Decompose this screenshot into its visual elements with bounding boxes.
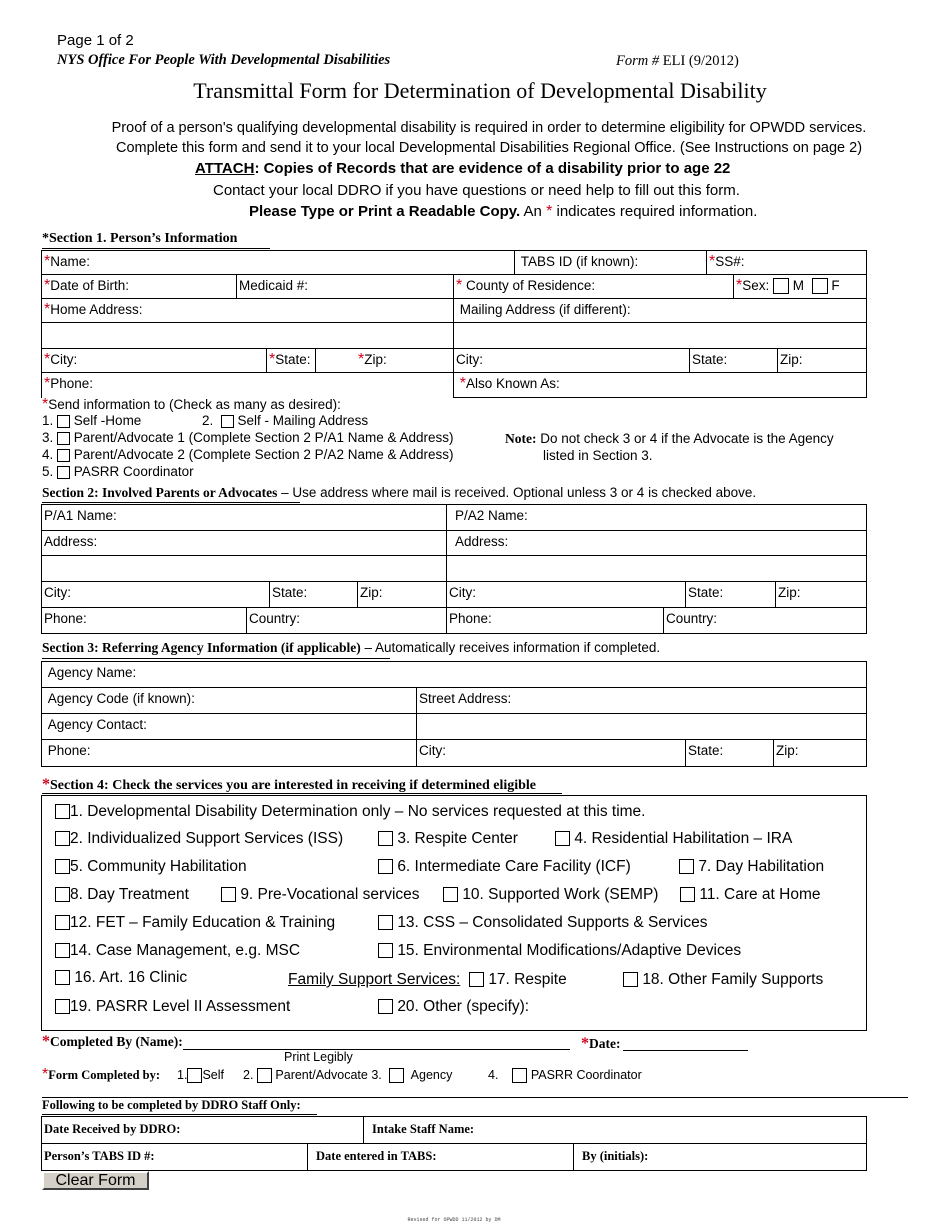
ss-field[interactable]: *SS#: [706,250,867,275]
pa2-address-line2[interactable] [446,555,867,582]
service-15-checkbox[interactable] [378,943,393,958]
an-text: An [523,203,542,220]
agency-contact-field[interactable] [41,713,417,740]
service-17-label: 17. Respite [488,971,567,988]
service-9-label: 9. Pre-Vocational services [240,886,420,903]
home-city-field[interactable]: *City: [41,348,267,373]
pa2-name-field[interactable] [446,504,867,531]
agency-code-field[interactable] [41,687,417,714]
pa1-address-line2[interactable] [41,555,447,582]
pa2-phone-label: Phone: [449,611,492,626]
sex-m-checkbox[interactable] [773,278,789,294]
pa2-city-field[interactable] [446,581,686,608]
intro-line-1: Proof of a person's qualifying developmental disability is required in order to determine eligibility for OPWDD services. [111,120,867,136]
service-9 [221,886,420,904]
pa2-phone-field[interactable] [446,607,664,634]
date-label: *Date: [581,1035,621,1052]
service-18-label: 18. Other Family Supports [642,971,824,988]
home-address-field[interactable]: *Home Address: [41,298,454,323]
service-7-label: 7. Day Habilitation [698,858,825,875]
pa2-address-field[interactable] [446,530,867,556]
completed-by-label: *Completed By (Name): [42,1033,183,1050]
completed-by-input-line[interactable] [183,1049,570,1050]
send-self-mailing-label: Self - Mailing Address [237,413,369,428]
service-19 [55,998,290,1016]
send-option-2: 2. Self - Mailing Address [202,413,369,428]
pa1-city-field[interactable] [41,581,270,608]
print-note-line [249,203,757,221]
intake-staff-label: Intake Staff Name: [372,1122,475,1136]
service-4 [555,830,792,848]
service-4-label: 4. Residential Habilitation – IRA [574,830,793,847]
service-20 [378,998,529,1016]
agency-state-field[interactable] [685,739,774,767]
ss-label: SS#: [715,254,745,269]
service-20-label: 20. Other (specify): [397,998,530,1015]
service-6-label: 6. Intermediate Care Facility (ICF) [397,858,631,875]
completed-parent-checkbox[interactable] [257,1068,272,1083]
service-13-label: 13. CSS – Consolidated Supports & Services [397,914,708,931]
required-star-icon: * [546,203,553,220]
note-label: Note: [505,431,537,446]
service-18-checkbox[interactable] [623,972,638,987]
mailing-address-line2[interactable] [453,322,867,349]
tabs-id-staff-field[interactable] [41,1143,308,1171]
send-info-label: *Send information to (Check as many as desired): [42,396,341,413]
pa2-address-label: Address: [455,534,509,549]
pa2-zip-label: Zip: [778,585,801,600]
aka-label: Also Known As: [466,376,560,391]
agency-state-label: State: [688,743,724,758]
agency-phone-label: Phone: [47,743,91,758]
family-support-label: Family Support Services: [288,971,461,988]
service-11-label: 11. Care at Home [699,886,821,903]
service-12-label: 12. FET – Family Education & Training [70,914,336,931]
note [505,431,834,447]
completed-pasrr-label: PASRR Coordinator [530,1068,642,1082]
home-city-label: City: [50,352,78,367]
phone-label: Phone: [50,376,94,391]
mailing-address-label: Mailing Address (if different): [459,302,631,317]
completed-by-text: Completed By (Name): [50,1034,183,1049]
home-address-label: Home Address: [50,302,143,317]
service-8 [55,886,189,904]
page-number: Page 1 of 2 [57,32,134,49]
pa1-phone-label: Phone: [44,611,87,626]
completed-agency-label: Agency [410,1068,453,1082]
agency-zip-field[interactable] [773,739,867,767]
service-14-label: 14. Case Management, e.g. MSC [70,942,301,959]
pa1-address-label: Address: [44,534,98,549]
agency-zip-label: Zip: [776,743,799,758]
send-option-1: 1. Self -Home [42,413,142,428]
pa2-country-field[interactable] [663,607,867,634]
send-option-4: 4. Parent/Advocate 2 (Complete Section 2 P/A2 Name & Address) [42,447,454,462]
service-17-checkbox[interactable] [469,972,484,987]
service-11 [680,886,821,904]
section2-heading [42,485,756,501]
section3-subtitle: – Automatically receives information if completed. [364,640,661,655]
intake-staff-field[interactable] [363,1116,867,1144]
mailing-state-label: State: [692,352,728,367]
home-state-label: State: [275,352,311,367]
note-text-2: listed in Section 3. [543,448,653,463]
service-15-label: 15. Environmental Modifications/Adaptive Devices [397,942,742,959]
by-initials-label: By (initials): [582,1149,649,1163]
dob-label: Date of Birth: [50,278,130,293]
section3-title: Section 3: Referring Agency Information (if applicable) [42,640,361,655]
service-3-label: 3. Respite Center [397,830,518,847]
send-pa2-label: Parent/Advocate 2 (Complete Section 2 P/A2 Name & Address) [73,447,454,462]
attach-text: : Copies of Records that are evidence of a disability prior to age 22 [254,160,731,177]
agency-name-field[interactable] [41,661,867,688]
send-pasrr-checkbox[interactable] [57,466,70,479]
send-self-home-checkbox[interactable] [57,415,70,428]
send-self-mailing-checkbox[interactable] [221,415,234,428]
agency-code-label: Agency Code (if known): [47,691,195,706]
service-14 [55,942,300,960]
send-pa2-checkbox[interactable] [57,449,70,462]
service-1-checkbox[interactable] [55,804,70,819]
by-initials-field[interactable] [573,1143,867,1171]
service-8-label: 8. Day Treatment [70,886,189,903]
home-address-line2[interactable] [41,322,454,349]
service-13-checkbox[interactable] [378,915,393,930]
service-10-label: 10. Supported Work (SEMP) [462,886,659,903]
service-7-checkbox[interactable] [679,859,694,874]
form-number-label: Form # [616,53,660,69]
date-text: Date: [589,1036,621,1051]
send-option-3: 3. Parent/Advocate 1 (Complete Section 2 P/A1 Name & Address) [42,430,454,445]
print-note: Please Type or Print a Readable Copy. [249,203,521,220]
staff-only-title: Following to be completed by DDRO Staff Only: [42,1098,301,1112]
service-19-checkbox[interactable] [55,999,70,1014]
service-16 [55,969,187,987]
pa1-city-label: City: [44,585,71,600]
pa1-phone-field[interactable] [41,607,247,634]
agency-city-label: City: [419,743,446,758]
pa1-zip-field[interactable] [357,581,447,608]
street-address-label: Street Address: [419,691,512,706]
mailing-zip-label: Zip: [780,352,803,367]
home-zip-label: Zip: [364,352,387,367]
sex-label: Sex: [742,278,770,293]
form-completed-by-row: *Form Completed by: [42,1066,161,1083]
agency-contact-label: Agency Contact: [47,717,147,732]
completed-self-checkbox[interactable] [187,1068,202,1083]
pa2-state-label: State: [688,585,724,600]
service-5-label: 5. Community Habilitation [70,858,247,875]
send-self-home-label: Self -Home [73,413,142,428]
completed-parent-option: 2. Parent/Advocate 3. Agency [243,1068,453,1082]
pa1-address-field[interactable] [41,530,447,556]
pa1-name-field[interactable] [41,504,447,531]
note-text-1: Do not check 3 or 4 if the Advocate is the Agency [540,431,834,446]
mailing-state-field[interactable] [689,348,778,373]
name-field[interactable]: *Name: [41,250,515,275]
date-input-line[interactable] [623,1050,748,1051]
mailing-city-field[interactable] [453,348,690,373]
service-10 [443,886,658,904]
revised-note: Revised for OPWDD 11/2012 by DM [407,1217,501,1223]
section4-title: Section 4: Check the services you are interested in receiving if determined eligible [50,778,537,793]
completed-parent-label: Parent/Advocate [275,1068,368,1082]
medicaid-field[interactable] [236,274,454,299]
print-legibly-label: Print Legibly [284,1050,353,1064]
mailing-city-label: City: [456,352,483,367]
form-number [616,53,739,70]
service-6 [378,858,631,876]
pa1-country-label: Country: [249,611,301,626]
send-pasrr-label: PASRR Coordinator [73,464,194,479]
pa2-state-field[interactable] [685,581,776,608]
service-2-checkbox[interactable] [55,831,70,846]
date-entered-field[interactable] [307,1143,574,1171]
date-received-field[interactable] [41,1116,364,1144]
service-11-checkbox[interactable] [680,887,695,902]
pa1-state-label: State: [272,585,308,600]
pa1-country-field[interactable] [246,607,447,634]
section2-subtitle: – Use address where mail is received. Optional unless 3 or 4 is checked above. [281,485,757,500]
agency-name-label: Agency Name: [47,665,137,680]
service-7 [679,858,824,876]
pa2-zip-field[interactable] [775,581,867,608]
dob-field[interactable]: *Date of Birth: [41,274,237,299]
form-completed-by-label: Form Completed by: [48,1068,161,1082]
service-6-checkbox[interactable] [378,859,393,874]
pa2-name-label: P/A2 Name: [455,508,528,523]
service-3-checkbox[interactable] [378,831,393,846]
section2-title: Section 2: Involved Parents or Advocates [42,485,278,500]
aka-field[interactable]: *Also Known As: [453,372,867,398]
service-5-checkbox[interactable] [55,859,70,874]
send-pa1-label: Parent/Advocate 1 (Complete Section 2 P/A1 Name & Address) [73,430,454,445]
service-2 [55,830,343,848]
service-17 [469,971,567,989]
send-option-5: 5. PASRR Coordinator [42,464,194,479]
sex-f-label: F [831,278,840,293]
date-received-label: Date Received by DDRO: [44,1122,181,1136]
completed-pasrr-option: 4. PASRR Coordinator [488,1068,642,1082]
service-3 [378,830,518,848]
service-18 [623,971,823,989]
form-number-id: ELI (9/2012) [662,53,739,69]
service-12-checkbox[interactable] [55,915,70,930]
medicaid-label: Medicaid #: [239,278,309,293]
street-address-line2[interactable] [416,713,867,740]
service-19-label: 19. PASRR Level II Assessment [70,998,291,1015]
service-13 [378,914,707,932]
contact-line: Contact your local DDRO if you have questions or need help to fill out this form. [213,182,740,199]
date-entered-label: Date entered in TABS: [316,1149,437,1163]
service-1 [55,803,645,821]
tabs-id-label: TABS ID (if known): [520,254,639,269]
agency-phone-field[interactable] [41,739,417,767]
service-15 [378,942,741,960]
agency-city-field[interactable] [416,739,686,767]
service-4-checkbox[interactable] [555,831,570,846]
service-8-checkbox[interactable] [55,887,70,902]
county-label: County of Residence: [466,278,596,293]
sex-field: *Sex: M F [733,274,867,299]
pa1-state-field[interactable] [269,581,358,608]
service-1-label: 1. Developmental Disability Determination only – No services requested at this time. [70,803,646,820]
service-16-checkbox[interactable] [55,970,70,985]
section1-title: *Section 1. Person’s Information [42,231,238,246]
completed-self-label: Self [202,1068,224,1082]
pa2-country-label: Country: [666,611,718,626]
service-5 [55,858,247,876]
intro-line-2: Complete this form and send it to your local Developmental Disabilities Regional Office. (See Instructions on page 2) [115,140,863,156]
service-10-checkbox[interactable] [443,887,458,902]
phone-field[interactable]: *Phone: [41,372,454,398]
service-14-checkbox[interactable] [55,943,70,958]
service-9-checkbox[interactable] [221,887,236,902]
send-pa1-checkbox[interactable] [57,432,70,445]
sex-m-label: M [792,278,805,293]
service-2-label: 2. Individualized Support Services (ISS) [70,830,344,847]
completed-agency-checkbox[interactable] [389,1068,404,1083]
service-12 [55,914,335,932]
county-field[interactable]: * County of Residence: [453,274,734,299]
completed-pasrr-checkbox[interactable] [512,1068,527,1083]
pa2-city-label: City: [449,585,476,600]
form-title: Transmittal Form for Determination of Developmental Disability [193,78,767,103]
required-note: indicates required information. [556,203,758,220]
sex-f-checkbox[interactable] [812,278,828,294]
clear-form-button[interactable]: Clear Form [42,1171,149,1190]
attach-line [195,160,730,177]
mailing-zip-field[interactable] [777,348,867,373]
section4-heading: *Section 4: Check the services you are interested in receiving if determined eligible [42,776,537,793]
agency-name: NYS Office For People With Developmental Disabilities [57,52,391,68]
home-zip-field[interactable]: *Zip: [315,348,454,373]
mailing-address-field[interactable] [453,298,867,323]
send-info-text: Send information to (Check as many as desired): [48,397,341,412]
service-16-label: 16. Art. 16 Clinic [74,969,188,986]
tabs-id-field[interactable] [514,250,707,275]
tabs-id-staff-label: Person’s TABS ID #: [44,1149,155,1163]
pa1-name-label: P/A1 Name: [44,508,117,523]
street-address-field[interactable] [416,687,867,714]
service-20-checkbox[interactable] [378,999,393,1014]
section3-heading [42,640,660,656]
pa1-zip-label: Zip: [360,585,383,600]
attach-label: ATTACH [195,160,255,177]
home-state-field[interactable]: *State: [266,348,316,373]
completed-self-option: 1. Self [177,1068,224,1082]
name-label: Name: [50,254,90,269]
